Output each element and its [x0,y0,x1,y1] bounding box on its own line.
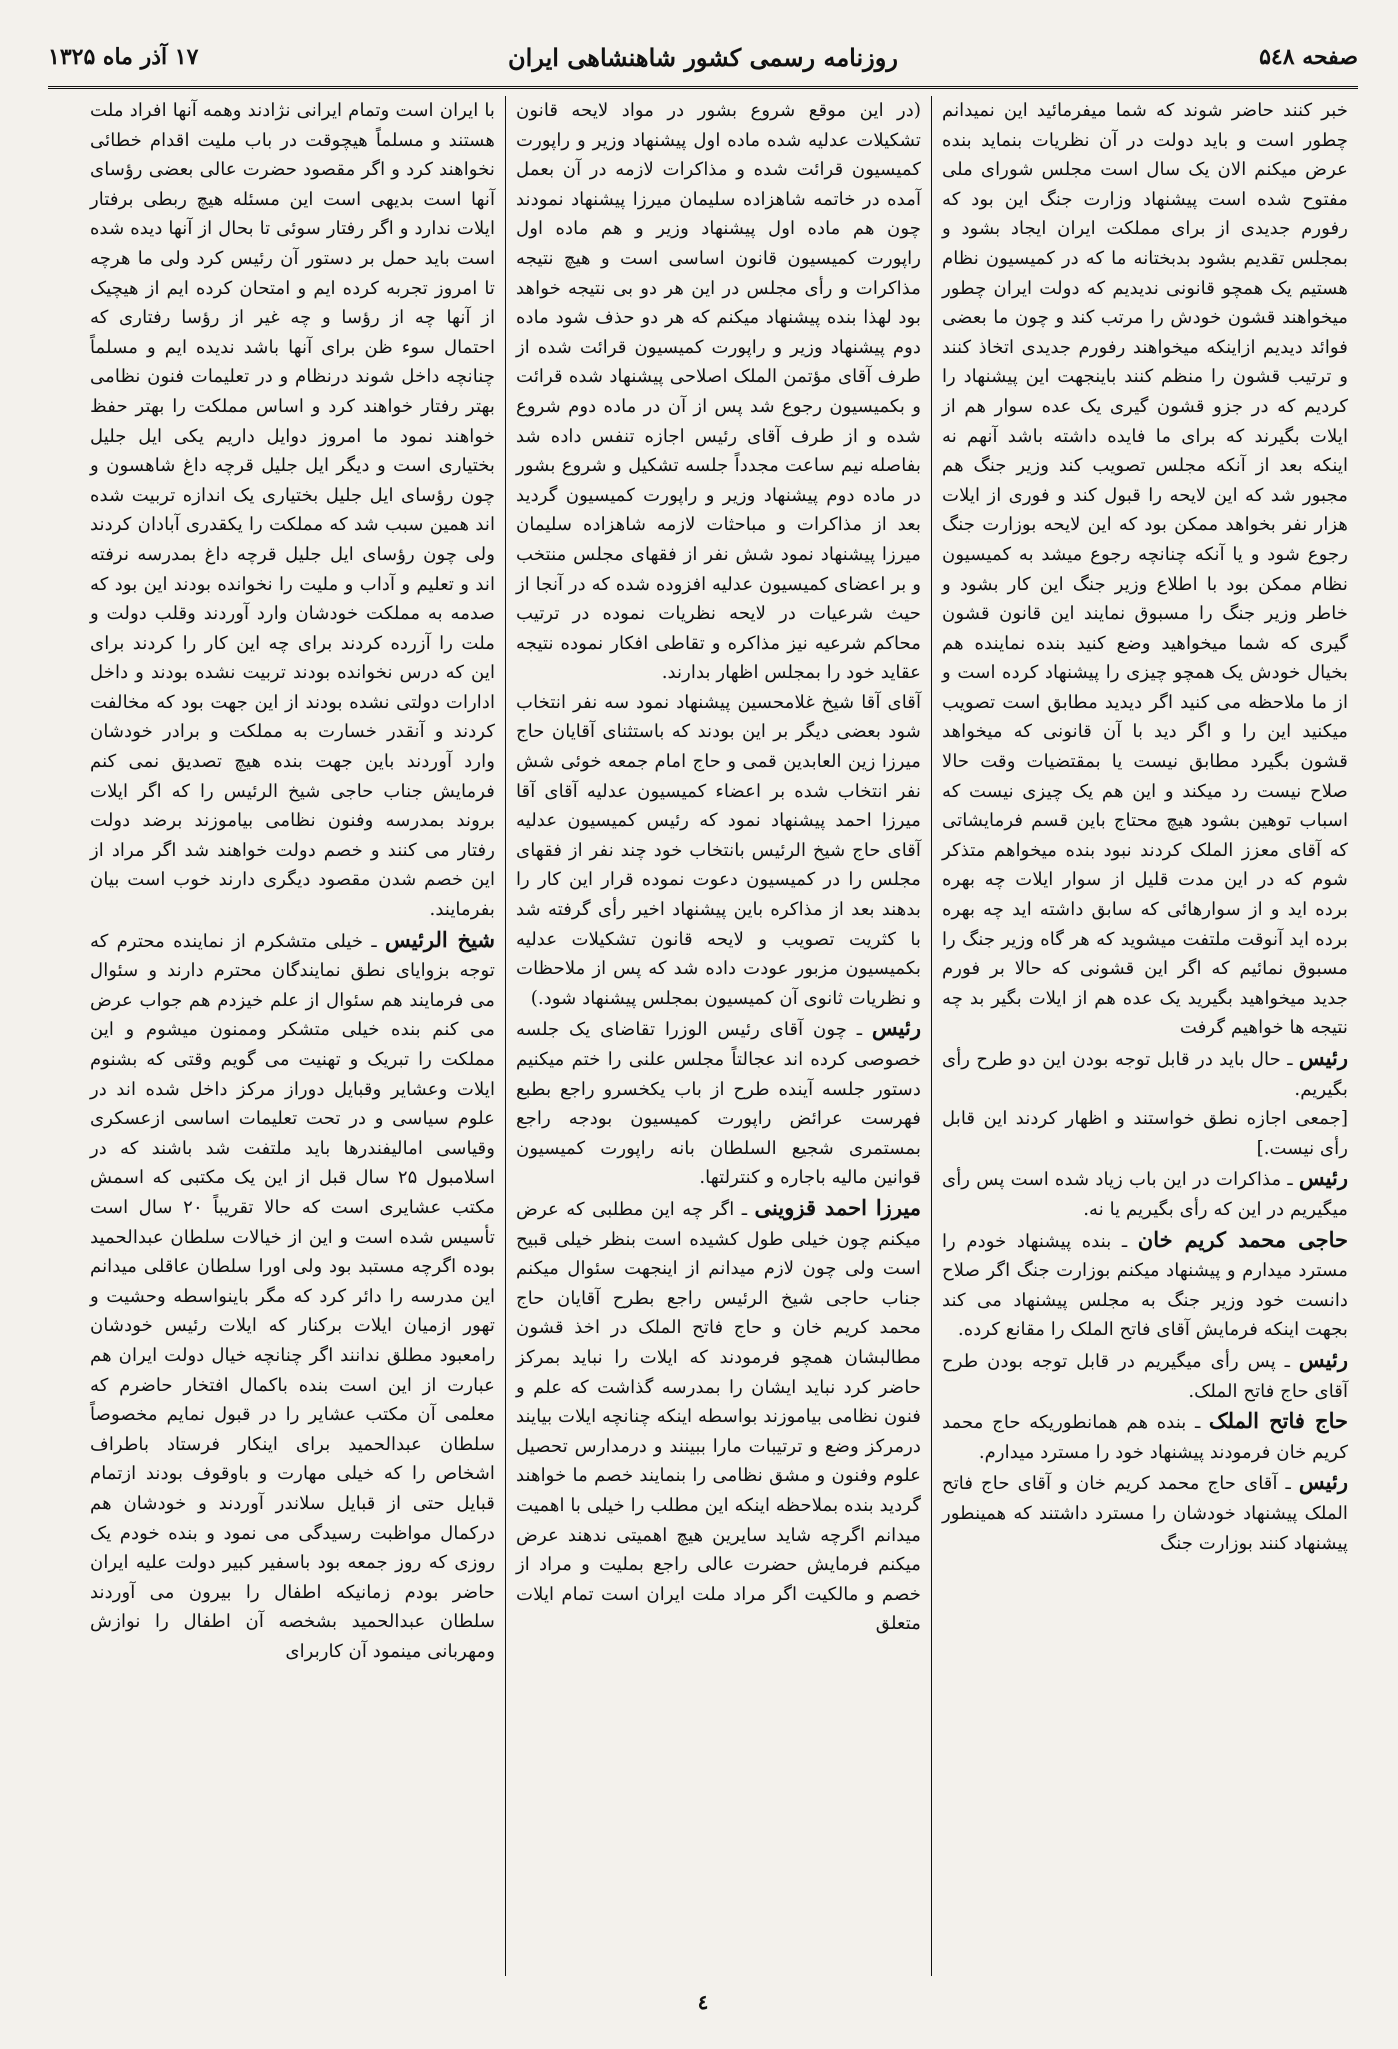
speech-text: ـ خیلی متشکرم از نماینده محترم که توجه بزوایای نطق نمایندگان محترم دارند و سئوال می فرمایند هم سئوال از علم خیزدم هم جواب عرض می کنم بنده خیلی متشکر وممنون میشوم و این مملکت را تبریک و تهنیت می گویم وقتی که بشنوم ایلات وعشایر وقبایل دوراز مرکز داخل شده اند در علوم سیاسی و در تحت تعلیمات اساسی ازعسکری وقیاسی امالیفندرها باید ملتفت شد باشند که در اسلامبول ۲۵ سال قبل از این یک مکتبی که اسمش مکتب عشایری است که حالا تقریباً ۲۰ سال است تأسیس شده است و این از خیالات سلطان عبدالحمید بوده اگرچه مستبد بود ولی اورا سلطان عاقلی میدانم این مدرسه را دائر کرد که مگر باینواسطه وحشیت و تهور ازمیان ایلات برکنار که ایلات رئیس خودشان رامعبود مطلق ندانند اگر چنانچه خیال دولت ایران هم عبارت از این است بنده باکمال افتخار حاضرم که معلمی آن مکتب عشایر را در قبول نمایم مخصوصاً سلطان عبدالحمید برای اینکار فرستاد باطراف اشخاص را که خیلی مهارت و باوقوف بودند ازتمام قبایل حتی از قبایل سلاندر آوردند و خودشان هم درکمال مواظبت رسیدگی می نمود و بنده خودم یک روزی که روز جمعه بود باسفیر کبیر دولت علیه ایران حاضر بودم زمانیکه اطفال را بیرون می آوردند سلطان عبدالحمید بشخصه آن اطفال را نوازش ومهربانی مینمود آن کاربرای [90,930,495,1662]
speaker-name: رئیس [871,1015,921,1041]
speaker-name: رئیس [1298,1469,1348,1495]
page-header [48,30,1358,84]
speech-text: [جمعی اجازه نطق خواستند و اظهار کردند این قابل رأی نیست.] [942,1108,1348,1159]
speaker-name: رئیس [1298,1045,1348,1070]
page-number: ٤ [697,1990,709,2014]
column-2 [506,96,932,1976]
speech-block [942,1467,1348,1558]
speech-block [90,925,495,1667]
speaker-name: میرزا احمد قزوینی [754,1194,921,1220]
speech-text: ـ بنده هم همانطوریکه حاج محمد کریم خان فرمودند پیشنهاد خود را مسترد میدارم. [942,1412,1348,1463]
column-1 [932,96,1358,1976]
paragraph: (در این موقع شروع بشور در مواد لایحه قانون تشکیلات عدلیه شده ماده اول پیشنهاد وزیر و راپورت کمیسیون قرائت شده و مذاکرات لازمه در آن بعمل آمده در خاتمه شاهزاده سلیمان میرزا پیشنهاد نمودند چون هم ماده اول پیشنهاد وزیر و هم ماده اول راپورت کمیسیون قانون اساسی است و هیچ نتیجه مذاکرات و رأی مجلس در این هر دو بی نتیجه خواهد بود لهذا بنده پیشنهاد میکنم که هر دو حذف شود ماده دوم پیشنهاد وزیر و راپورت کمیسیون قرائت شده از طرف آقای مؤتمن الملک اصلاحی پیشنهاد شده قرائت و بکمیسیون رجوع شد پس از آن در ماده دوم شروع شده و از طرف آقای رئیس اجازه تنفس داده شد بفاصله نیم ساعت مجدداً جلسه تشکیل و شروع بشور در ماده دوم پیشنهاد وزیر و راپورت کمیسیون گردید بعد از مذاکرات و مباحثات لازمه شاهزاده سلیمان میرزا پیشنهاد نمود شش نفر از فقهای مجلس منتخب و بر اعضای کمیسیون عدلیه افزوده شده که در آنجا از حیث شرعیات در لایحه نظریات نموده در ترتیب محاکم شرعیه نیز مذاکره و تقاطی افکار نموده نتیجه عقاید خود را بمجلس اظهار بدارند. [516,100,921,684]
newspaper-page [48,30,1358,2020]
speaker-name: رئیس [1298,1346,1348,1372]
speech-text: ـ آقای حاج محمد کریم خان و آقای حاج فاتح الملک پیشنهاد خودشان را مسترد داشتند که همینطور پیشنهاد کنند بوزارت جنگ [942,1473,1348,1554]
speech-text: ـ پس رأی میگیریم در قابل توجه بودن طرح آقای حاج فاتح الملک. [942,1350,1348,1402]
speaker-name: حاج فاتح الملک [1208,1408,1348,1434]
page-label: صفحه ۵٤۸ [1259,44,1358,70]
issue-date: ۱۷ آذر ماه ۱۳۲۵ [48,44,199,70]
speech-text: ـ حال باید در قابل توجه بودن این دو طرح رأی بگیریم. [942,1049,1348,1100]
paragraph: خبر کنند حاضر شوند که شما میفرمائید این نمیدانم چطور است و باید دولت در آن نظریات بنماید بنده عرض میکنم الان یک سال است مجلس شورای ملی مفتوح شده است پیشنهاد وزارت جنگ این بود که رفورم جدیدی از برای مملکت ایران ایجاد بشود و بمجلس تقدیم بشود بدبختانه ما که در کمیسیون نظام هستیم یک همچو قانونی ندیدیم که دولت ایران چطور میخواهند قشون خودش را مرتب کند و چون ما بعضی فوائد دیدیم ازاینکه میخواهند رفورم جدیدی اتخاذ کنند و ترتیب قشون را منظم کنند باینجهت این پیشنهاد را کردیم که در جزو قشون گیری یک عده سوار هم از ایلات بگیرند که برای ما فایده داشته باشد آنهم نه اینکه بعد از آنکه مجلس تصویب کند وزیر جنگ هم مجبور شد که این لایحه را قبول کند و فوری از ایلات هزار نفر بخواهد ممکن بود که این لایحه بوزارت جنگ رجوع شود و یا آنکه چنانچه رجوع میشد به کمیسیون نظام ممکن بود با اطلاع وزیر جنگ این کار بشود و خاطر وزیر جنگ را مسبوق نمایند این قانون قشون گیری که شما میخواهید وضع کنید بنده نماینده هم بخیال خودش یک همچو چیزی را پیشنهاد کرده است و از ما ملاحظه می کنید اگر دیدید مطابق است تصویب میکنید این را و اگر دید با آن قانونی که میخواهد قشون بگیرد مطابق نیست یا بمقتضیات وقت حالا صلاح نیست رد میکند و این هم یک چیزی نیست که اسباب توهین بشود هیچ محتاج باین قسم فرمایشاتی که آقای معزز الملک کردند نبود بنده میخواهم متذکر شوم که در این مدت قلیل از سوار ایلات چه بهره برده اید و از سوارهائی که سابق داشته اید چه بهره برده اید آنوقت ملتفت میشوید که هر گاه وزیر جنگ را مسبوق نمائیم که اگر این قشونی که حالا بر فورم جدید میخواهید بگیرید یک عده هم از ایلات بگیر بد چه نتیجه ها خواهیم گرفت [942,100,1348,1039]
speech-block [516,1193,921,1639]
header-rule [48,86,1358,89]
column-3 [80,96,506,1976]
speech-block [942,1163,1348,1224]
speech-text: ـ مذاکرات در این باب زیاد شده است پس رأی میگیریم در این که رأی بگیریم یا نه. [942,1169,1348,1220]
speech-block [942,1104,1348,1163]
speech-block [942,1225,1348,1345]
columns [48,96,1358,1976]
speech-text: آقای آقا شیخ غلامحسین پیشنهاد نمود سه نفر انتخاب شود بعضی دیگر بر این بودند که باستثنای آقایان حاج میرزا زین العابدین قمی و حاج امام جمعه خوئی شش نفر انتخاب شده بر اعضاء کمیسیون عدلیه آقای آقا میرزا احمد پیشنهاد نمود که رئیس کمیسیون عدلیه آقای حاج شیخ الرئیس بانتخاب خود چند نفر از فقهای مجلس را در کمیسیون دعوت نموده قرار این کار را بدهند بعد از مذاکره باین پیشنهاد اخیر رأی گرفته شد با کثریت تصویب و لایحه قانون تشکیلات عدلیه بکمیسیون مزبور عودت داده شد که پس از ملاحظات و نظریات ثانوی آن کمیسیون بمجلس پیشنهاد شود.) [516,691,921,1009]
speech-block [516,1013,921,1193]
speaker-name: رئیس [1298,1165,1348,1191]
paragraph: با ایران است وتمام ایرانی نژادند وهمه آنها افراد ملت هستند و مسلماً هیچوقت در باب ملیت اقدام خطائی نخواهند کرد و اگر مقصود حضرت عالی بعضی رؤسای آنها است بدیهی است این مسئله هیچ ربطی برفتار ایلات ندارد و اگر رفتار سوئی تا بحال از آنها دیده شده است باید حمل بر دستور آن رئیس کرد ولی ما هرچه تا امروز تجربه کرده ایم و امتحان کرده ایم از هیچیک از آنها چه از رؤسا و چه غیر از رؤسا رفتاری که احتمال سوء ظن برای آنها باشد ندیده ایم و مسلماً چنانچه داخل شوند درنظام و در تعلیمات فنون نظامی بهتر رفتار خواهند کرد و اساس مملکت را بهتر حفظ خواهند نمود ما امروز دوایل داریم یکی ایل جلیل بختیاری است و دیگر ایل جلیل قرچه داغ شاهسون و چون رؤسای ایل جلیل بختیاری یک اندازه تربیت شده اند همین سبب شد که مملکت را یکقدری آبادان کردند ولی چون رؤسای ایل جلیل قرچه داغ بمدرسه نرفته اند و تعلیم و آداب و ملیت را نخوانده بودند این بود که صدمه به مملکت خودشان وارد آوردند وقلب دولت و ملت را آزرده کردند برای چه این کار را کردند برای این که درس نخوانده بودند تربیت نشده بودند و داخل ادارات دولتی نشده بودند از این جهت بود که مخالفت کردند و آنقدر خسارت به مملکت و برادر خودشان وارد آوردند باین جهت بنده هیچ تصدیق نمی کنم فرمایش جناب حاجی شیخ الرئیس را که اگر ایلات بروند بمدرسه وفنون نظامی بیاموزند برضد دولت رفتار می کنند و خصم دولت خواهند شد اگر مراد از این خصم شدن مقصود دیگری دارند خوب است بیان بفرمایند. [90,100,495,921]
newspaper-title: روزنامه رسمی کشور شاهنشاهی ایران [508,42,898,72]
speech-text: ـ اگر چه این مطلبی که عرض میکنم چون خیلی طول کشیده است بنظر خیلی قبیح است ولی چون لازم میدانم از اینجهت سئوال میکنم جناب حاجی شیخ الرئیس راجع بطرح آقایان حاج محمد کریم خان و حاج فاتح الملک در اخذ قشون مطالبشان همچو فرمودند که ایلات را نباید بمرکز حاضر کرد نباید ایشان را بمدرسه گذاشت که علم و فنون نظامی بیاموزند بواسطه اینکه چنانچه ایلات بیایند درمرکز وضع و ترتیبات مارا ببینند و درمدارس تحصیل علوم وفنون و مشق نظامی را بنمایند خصم ما خواهند گردید بنده بملاحظه اینکه این مطلب را خیلی با اهمیت میدانم اگرچه شاید سایرین هیچ اهمیتی ندهند عرض میکنم فرمایش حضرت عالی راجع بملیت و مراد از خصم و مالکیت اگر مراد ملت ایران است تمام ایلات متعلق [516,1198,921,1635]
speaker-name: شیخ الرئیس [384,926,495,952]
speech-block [942,1043,1348,1104]
speech-block [942,1345,1348,1406]
speech-text: ـ بنده پیشنهاد خودم را مسترد میدارم و پیشنهاد میکنم بوزارت جنگ اگر صلاح دانست خود وزیر جنگ به مجلس پیشنهاد می کند بجهت اینکه فرمایش آقای فاتح الملک را مقانع کرده. [942,1230,1348,1341]
speech-block [516,688,921,1014]
speech-text: ـ چون آقای رئیس الوزرا تقاضای یک جلسه خصوصی کرده اند عجالتاً مجلس علنی را ختم میکنیم دستور جلسه آینده طرح از باب یکخسرو راجع بطبع فهرست عرائض راپورت کمیسیون بودجه راجع بمستمری شجیع السلطان بانه راپورت کمیسیون قوانین مالیه باجاره و کنترلتها. [516,1019,921,1189]
speaker-name: حاجی محمد کریم خان [1137,1226,1348,1252]
speech-block [942,1406,1348,1467]
